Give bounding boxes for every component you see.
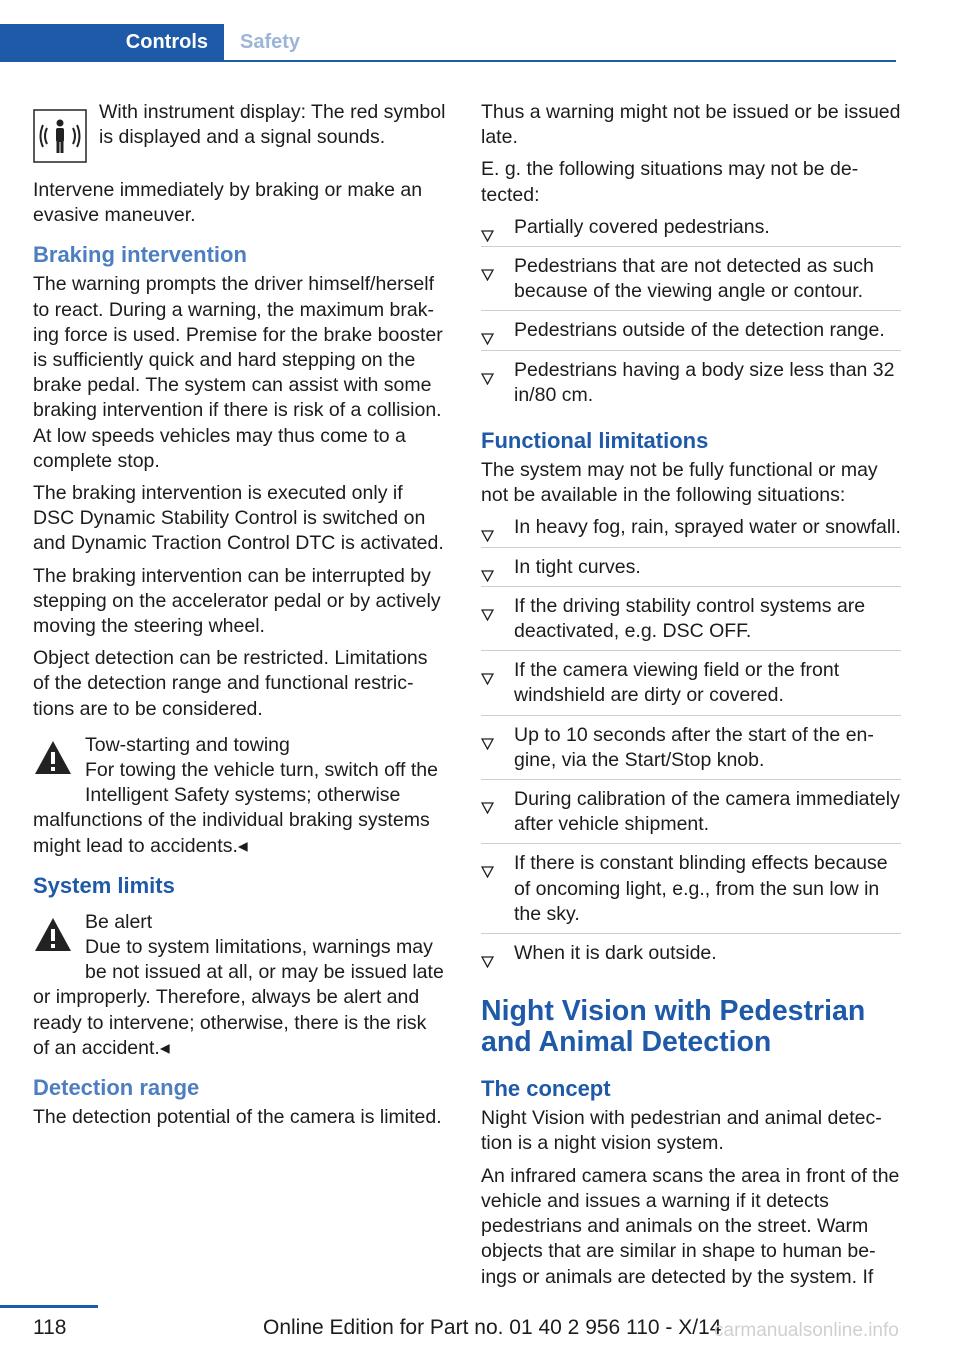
list-item-text: Pedestrians having a body size less than 32 in/80 cm.	[514, 358, 895, 406]
list-item	[481, 787, 901, 844]
concept-paragraph-1: Night Vision with pedestrian and animal detection is a night vision system.	[481, 1107, 882, 1155]
list-item-text: Up to 10 seconds after the start of the engine, via the Start/Stop knob.	[514, 723, 874, 771]
list-item-text: If the driving stability control systems are deactivated, e.g. DSC OFF.	[514, 594, 866, 643]
heading-the-concept: The concept	[481, 1076, 611, 1102]
list-item-text: Partially covered pedestrians.	[514, 215, 770, 238]
warning-towing	[33, 733, 448, 859]
functional-list	[481, 515, 901, 972]
heading-detection-range: Detection range	[33, 1075, 200, 1101]
warning-be-alert	[33, 910, 448, 1061]
concept-paragraph-2: An infrared camera scans the area in front of the vehicle and issues a warning if it detects pedestrians and animals on the street. Warm objects that are similar in shape to human beings or animals are detected by the system. If	[481, 1164, 900, 1288]
list-item-text: If the camera viewing field or the front windshield are dirty or covered.	[514, 659, 840, 707]
heading-system-limits: System limits	[33, 872, 175, 898]
list-item	[481, 658, 901, 715]
list-item	[481, 851, 901, 934]
list-item	[481, 254, 901, 311]
detection-paragraph: The detection potential of the camera is limited.	[33, 1106, 442, 1129]
list-item-text: During calibration of the camera immediately after vehicle shipment.	[514, 788, 900, 836]
not-detected-list	[481, 215, 901, 414]
list-item-text: In tight curves.	[514, 555, 641, 578]
list-item	[481, 723, 901, 780]
list-item-text: When it is dark outside.	[514, 942, 717, 965]
list-item-text: Pedestrians that are not detected as such because of the viewing angle or contour.	[514, 255, 874, 303]
triangle-bullet-icon	[481, 524, 494, 549]
functional-paragraph: The system may not be fully functional or may not be available in the following situations:	[481, 459, 878, 507]
tab-safety[interactable]	[224, 24, 344, 62]
triangle-bullet-icon	[481, 950, 494, 975]
braking-paragraph-4: Object detection can be restricted. Limitations of the detection range and functional restrictions are to be considered.	[33, 647, 428, 720]
warning-be-alert-text: Due to system limitations, warnings may be not issued at all, or may be issued late or improperly. Therefore, always be alert and ready to intervene; otherwise, there is the risk of an accident.◂	[33, 936, 444, 1059]
triangle-bullet-icon	[481, 367, 494, 392]
triangle-bullet-icon	[481, 603, 494, 628]
triangle-bullet-icon	[481, 564, 494, 589]
warning-triangle-icon	[33, 738, 73, 785]
list-item	[481, 594, 901, 651]
list-item	[481, 215, 901, 247]
pedestrian-warning-icon	[33, 109, 87, 170]
tab-controls[interactable]	[0, 24, 224, 62]
watermark: carmanualsonline.info	[714, 1320, 899, 1341]
triangle-bullet-icon	[481, 860, 494, 885]
right-column	[481, 100, 901, 1297]
tab-safety-label: Safety	[240, 31, 301, 53]
warning-late-paragraph: Thus a warning might not be issued or be issued late.	[481, 101, 901, 149]
heading-night-vision: Night Vision with Pedestrian and Animal Detection	[481, 995, 866, 1059]
warning-be-alert-title: Be alert	[85, 910, 153, 933]
triangle-bullet-icon	[481, 224, 494, 249]
triangle-bullet-icon	[481, 667, 494, 692]
instrument-display-text: With instrument display: The red symbol is displayed and a signal sounds.	[99, 101, 446, 149]
heading-functional-limitations: Functional limitations	[481, 428, 709, 454]
triangle-bullet-icon	[481, 796, 494, 821]
triangle-bullet-icon	[481, 732, 494, 757]
list-item-text: In heavy fog, rain, sprayed water or snowfall.	[514, 516, 901, 539]
page-number: 118	[33, 1316, 67, 1339]
braking-paragraph-1: The warning prompts the driver himself/herself to react. During a warning, the maximum braking force is used. Premise for the brake booster is sufficiently quick and hard stepping on the brake pedal. The system can assist with some braking intervention if there is risk of a collision. At low speeds vehicles may thus come to a complete stop.	[33, 273, 443, 472]
list-item	[481, 555, 901, 587]
left-column	[33, 100, 448, 1137]
not-detected-intro: E. g. the following situations may not be detected:	[481, 158, 859, 206]
list-item-text: If there is constant blinding effects because of oncoming light, e.g., from the sun low in the sky.	[514, 852, 888, 925]
header-divider	[224, 60, 896, 62]
tab-controls-label: Controls	[125, 31, 208, 53]
intervene-paragraph: Intervene immediately by braking or make an evasive maneuver.	[33, 179, 423, 227]
triangle-bullet-icon	[481, 263, 494, 288]
triangle-bullet-icon	[481, 327, 494, 352]
braking-paragraph-3: The braking intervention can be interrupted by stepping on the accelerator pedal or by actively moving the steering wheel.	[33, 564, 441, 638]
list-item	[481, 318, 901, 350]
braking-paragraph-2: The braking intervention is executed only if DSC Dynamic Stability Control is switched on and Dynamic Traction Control DTC is activated.	[33, 482, 444, 555]
online-edition-text: Online Edition for Part no. 01 40 2 956 110 - X/14	[263, 1316, 722, 1339]
heading-braking-intervention: Braking intervention	[33, 242, 247, 268]
list-item-text: Pedestrians outside of the detection range.	[514, 319, 885, 342]
instrument-display-note	[33, 100, 448, 164]
list-item	[481, 515, 901, 547]
warning-towing-title: Tow-starting and towing	[85, 733, 290, 756]
footer-divider	[0, 1305, 98, 1308]
warning-triangle-icon	[33, 915, 73, 962]
list-item	[481, 358, 901, 414]
warning-towing-text: For towing the vehicle turn, switch off the Intelligent Safety systems; otherwise malfunctions of the individual braking systems might lead to accidents.◂	[33, 759, 438, 857]
page-header	[0, 24, 896, 62]
list-item	[481, 941, 901, 972]
